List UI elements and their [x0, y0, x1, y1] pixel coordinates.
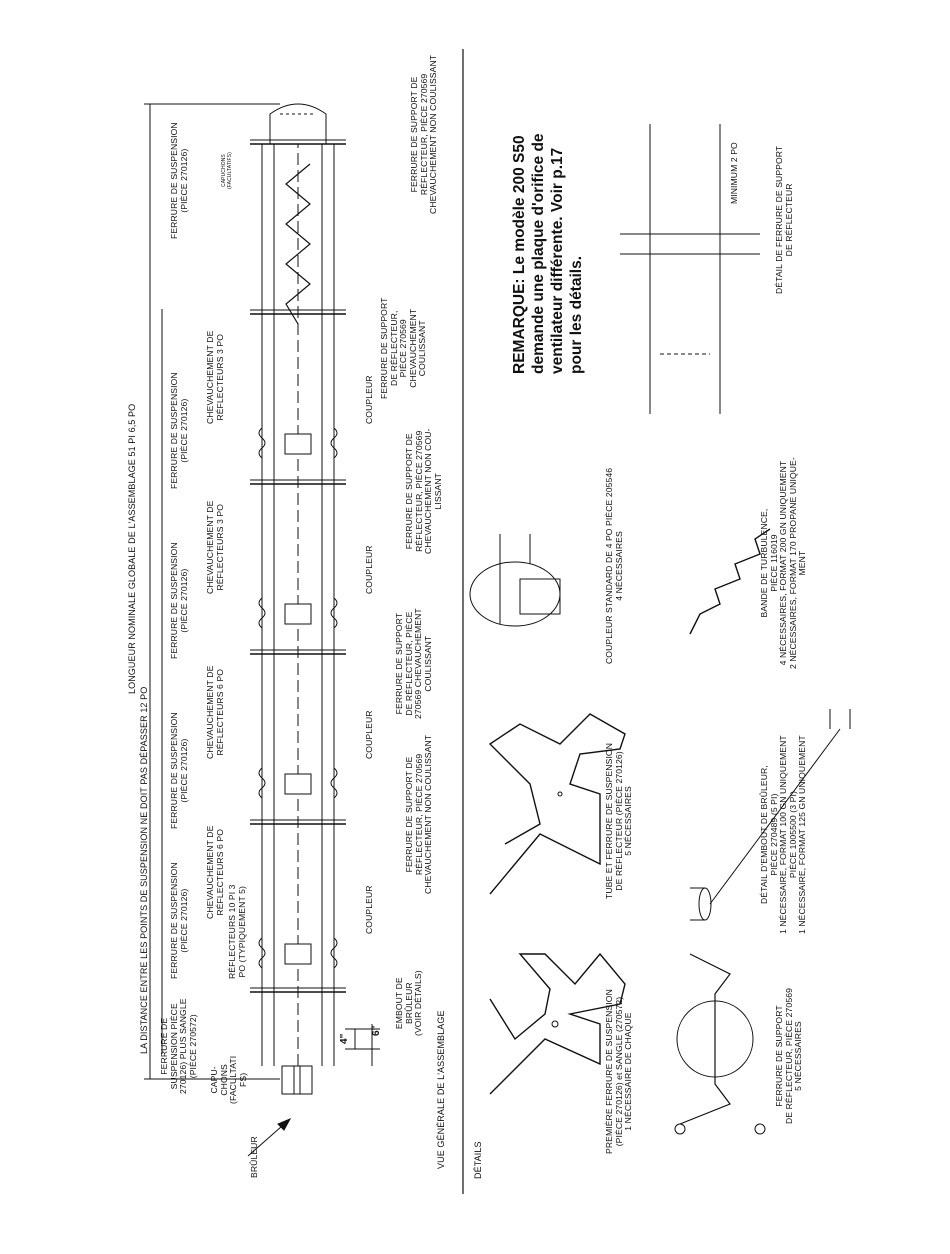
- coupler-drawing: [470, 534, 560, 626]
- details-label: DÉTAILS: [473, 1141, 483, 1179]
- coupler-mark-1: [285, 774, 311, 794]
- ferrure-suspension-label-1: FERRURE DE SUSPENSION (PIÈCE 270126): [169, 862, 189, 979]
- coupler-mark-3: [285, 434, 311, 454]
- ferrure-plus-sangle-label: FERRURE DE SUSPENSION PIÈCE 270126) PLUS SANGLE (PIÈCE 270572): [159, 998, 198, 1094]
- dim-4-label: 4": [339, 1033, 350, 1044]
- support-c-label-1: FERRURE DE SUPPORT DE RÉFLECTEUR, PIÈCE 270569 CHEVAUCHEMENT COULISSANT: [394, 608, 433, 719]
- remarque-note: REMARQUE: Le modèle 200 S50 demande une plaque d'orifice de ventilateur différente. Voir p.17 pour les détails.: [511, 133, 585, 374]
- premiere-ferrure-label: PREMIÈRE FERRURE DE SUSPENSION (PIÈCE 270126) et SANGLE (270572) 1 NÉCESSAIRE DE CHAQUE: [604, 989, 634, 1154]
- support-nc-label-2: FERRURE DE SUPPORT DE RÉFLECTEUR, PIÈCE 270569 CHEVAUCHEMENT NON COU- LISSANT: [404, 428, 443, 554]
- chev-6-label-1: CHEVAUCHEMENT DE RÉFLECTEURS 6 PO: [205, 825, 225, 919]
- tube-ferrure-label: TUBE ET FERRURE DE SUSPENSION DE RÉFLECTEUR (PIÈCE 270126) 5 NÉCESSAIRES: [604, 742, 634, 899]
- chev-6-label-2: CHEVAUCHEMENT DE RÉFLECTEURS 6 PO: [205, 665, 225, 759]
- support-nc-label-3: FERRURE DE SUPPORT DE RÉFLECTEUR, PIÈCE 270569 CHEVAUCHEMENT NON COULISSANT: [409, 54, 439, 214]
- bruleur-label: BRÛLEUR: [249, 1136, 259, 1178]
- support-c-label-2: FERRURE DE SUPPORT DE RÉFLECTEUR, PIÈCE 270569 CHEVAUCHEMENT COULISSANT: [379, 297, 428, 399]
- reflectors-label: RÉFLECTEURS 10 PI 3 PO (TYPIQUEMENT 5): [227, 884, 247, 979]
- capuchons-left-label: CAPU- CHONS (FACULTATI FS): [209, 1055, 248, 1104]
- embout-detail-label: DÉTAIL D'EMBOUT DE BRÛLEUR, PIÈCE 270489 (5 PI) 1 NÉCESSAIRE, FORMAT 100 GN UNIQUEMENT PIÈCE 1005500 (3 PI) 1 NÉCESSAIRE, FORMAT 125 GN UNIQUEMENT: [759, 735, 808, 934]
- reflector-support-drawing: [675, 954, 765, 1134]
- turbulence-label: BANDE DE TURBULENCE, PIÈCE 116019 4 NÉCESSAIRES, FORMAT 200 GN UNIQUEMENT 2 NÉCESSAIRES, FORMAT 170 PROPANE UNIQUE- MENT: [759, 457, 808, 669]
- support-ferrure-detail-label: DÉTAIL DE FERRURE DE SUPPORT DE RÉFLECTEUR: [774, 145, 794, 294]
- vue-generale-label: VUE GÉNÉRALE DE L'ASSEMBLAGE: [436, 1010, 446, 1169]
- coupler-mark-2: [285, 604, 311, 624]
- suspension-distance-label: LA DISTANCE ENTRE LES POINTS DE SUSPENSION NE DOIT PAS DÉPASSER 12 PO: [139, 686, 149, 1054]
- coupleur-label-1: COUPLEUR: [364, 885, 374, 934]
- embout-label: EMBOUT DE BRÛLEUR (VOIR DÉTAILS): [394, 970, 424, 1036]
- ferrure-suspension-label-4: FERRURE DE SUSPENSION (PIÈCE 270126): [169, 372, 189, 489]
- coupler-mark-0: [285, 944, 311, 964]
- ferrure-suspension-label-5: FERRURE DE SUSPENSION (PIÈCE 270126): [169, 122, 189, 239]
- coupleur-label-4: COUPLEUR: [364, 375, 374, 424]
- ferrure-suspension-label-3: FERRURE DE SUSPENSION (PIÈCE 270126): [169, 542, 189, 659]
- ferrure-suspension-label-2: FERRURE DE SUSPENSION (PIÈCE 270126): [169, 712, 189, 829]
- dim-6-label: 6": [371, 1025, 382, 1036]
- coupleur-label-2: COUPLEUR: [364, 710, 374, 759]
- support-nc-label-1: FERRURE DE SUPPORT DE RÉFLECTEUR, PIÈCE 270569 CHEVAUCHEMENT NON COULISSANT: [404, 734, 434, 894]
- coupleur-label-3: COUPLEUR: [364, 545, 374, 594]
- minimum-label: MINIMUM 2 PO: [729, 142, 739, 204]
- coupleur-standard-label: COUPLEUR STANDARD DE 4 PO PIÈCE 205546 4 NÉCESSAIRES: [604, 467, 624, 664]
- chev-3-label-1: CHEVAUCHEMENT DE RÉFLECTEURS 3 PO: [205, 500, 225, 594]
- turbulence-strip-drawing: [690, 529, 770, 634]
- chev-3-label-2: CHEVAUCHEMENT DE RÉFLECTEURS 3 PO: [205, 330, 225, 424]
- support-detail-label: FERRURE DE SUPPORT DE RÉFLECTEUR, PIÈCE 270569 5 NÉCESSAIRES: [774, 988, 804, 1124]
- overall-length-label: LONGUEUR NOMINALE GLOBALE DE L'ASSEMBLAGE 51 PI 6,5 PO: [127, 403, 137, 694]
- capuchons-right-label: CAPUCHONS (FACULTATIFS): [221, 152, 233, 189]
